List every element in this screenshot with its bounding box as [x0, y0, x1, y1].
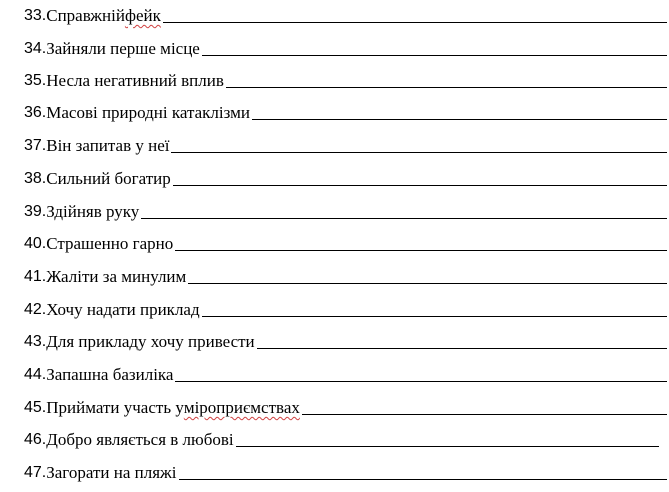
exercise-line-41	[24, 261, 667, 287]
item-text: Хочу надати приклад	[46, 300, 200, 319]
item-number: 33.	[24, 7, 47, 24]
answer-blank[interactable]	[236, 445, 659, 447]
item-text: Приймати участь у	[46, 398, 184, 417]
answer-blank[interactable]	[179, 478, 667, 480]
item-text: Жаліти за минулим	[46, 267, 187, 286]
exercise-line-42	[24, 294, 667, 320]
item-number: 39.	[24, 203, 47, 220]
exercise-line-47	[24, 457, 667, 483]
item-text: Справжній	[46, 6, 125, 25]
answer-blank[interactable]	[302, 413, 667, 415]
exercise-line-44	[24, 359, 667, 385]
item-text: Масові природні катаклізми	[46, 103, 250, 122]
item-number: 46.	[24, 431, 47, 448]
item-text: Здійняв руку	[46, 202, 140, 221]
item-number: 47.	[24, 464, 47, 481]
spellcheck-flagged-word: фейк	[124, 6, 161, 25]
exercise-line-43	[24, 326, 667, 352]
item-number: 44.	[24, 366, 47, 383]
exercise-line-45	[24, 392, 667, 418]
answer-blank[interactable]	[188, 282, 667, 284]
exercise-line-37	[24, 130, 667, 156]
answer-blank[interactable]	[202, 54, 667, 56]
item-number: 45.	[24, 399, 47, 416]
item-text: Він запитав у неї	[46, 136, 170, 155]
exercise-line-38	[24, 163, 667, 189]
item-text: Зайняли перше місце	[46, 39, 200, 58]
answer-blank[interactable]	[202, 315, 667, 317]
answer-blank[interactable]	[252, 118, 667, 120]
item-text: Несла негативний вплив	[46, 71, 224, 90]
spellcheck-flagged-word: міроприємствах	[183, 398, 300, 417]
item-number: 38.	[24, 170, 47, 187]
exercise-line-40	[24, 228, 667, 254]
item-number: 36.	[24, 104, 47, 121]
item-text: Загорати на пляжі	[46, 463, 177, 482]
exercise-line-39	[24, 196, 667, 222]
answer-blank[interactable]	[173, 184, 667, 186]
exercise-line-46	[24, 424, 659, 450]
answer-blank[interactable]	[257, 347, 667, 349]
answer-blank[interactable]	[175, 380, 667, 382]
answer-blank[interactable]	[175, 249, 667, 251]
answer-blank[interactable]	[226, 86, 667, 88]
item-number: 40.	[24, 235, 47, 252]
item-text: Сильний богатир	[46, 169, 171, 188]
exercise-line-33	[24, 0, 667, 26]
item-text: Для прикладу хочу привести	[46, 332, 255, 351]
item-number: 43.	[24, 333, 47, 350]
exercise-line-34	[24, 33, 667, 59]
item-number: 35.	[24, 72, 47, 89]
item-text: Добро являється в любові	[46, 430, 234, 449]
exercise-line-36	[24, 97, 667, 123]
item-text: Страшенно гарно	[46, 234, 174, 253]
answer-blank[interactable]	[171, 151, 667, 153]
item-number: 34.	[24, 40, 47, 57]
exercise-line-35	[24, 65, 667, 91]
answer-blank[interactable]	[163, 21, 667, 23]
item-number: 37.	[24, 137, 47, 154]
item-number: 42.	[24, 301, 47, 318]
item-number: 41.	[24, 268, 47, 285]
answer-blank[interactable]	[141, 217, 667, 219]
item-text: Запашна базиліка	[46, 365, 174, 384]
